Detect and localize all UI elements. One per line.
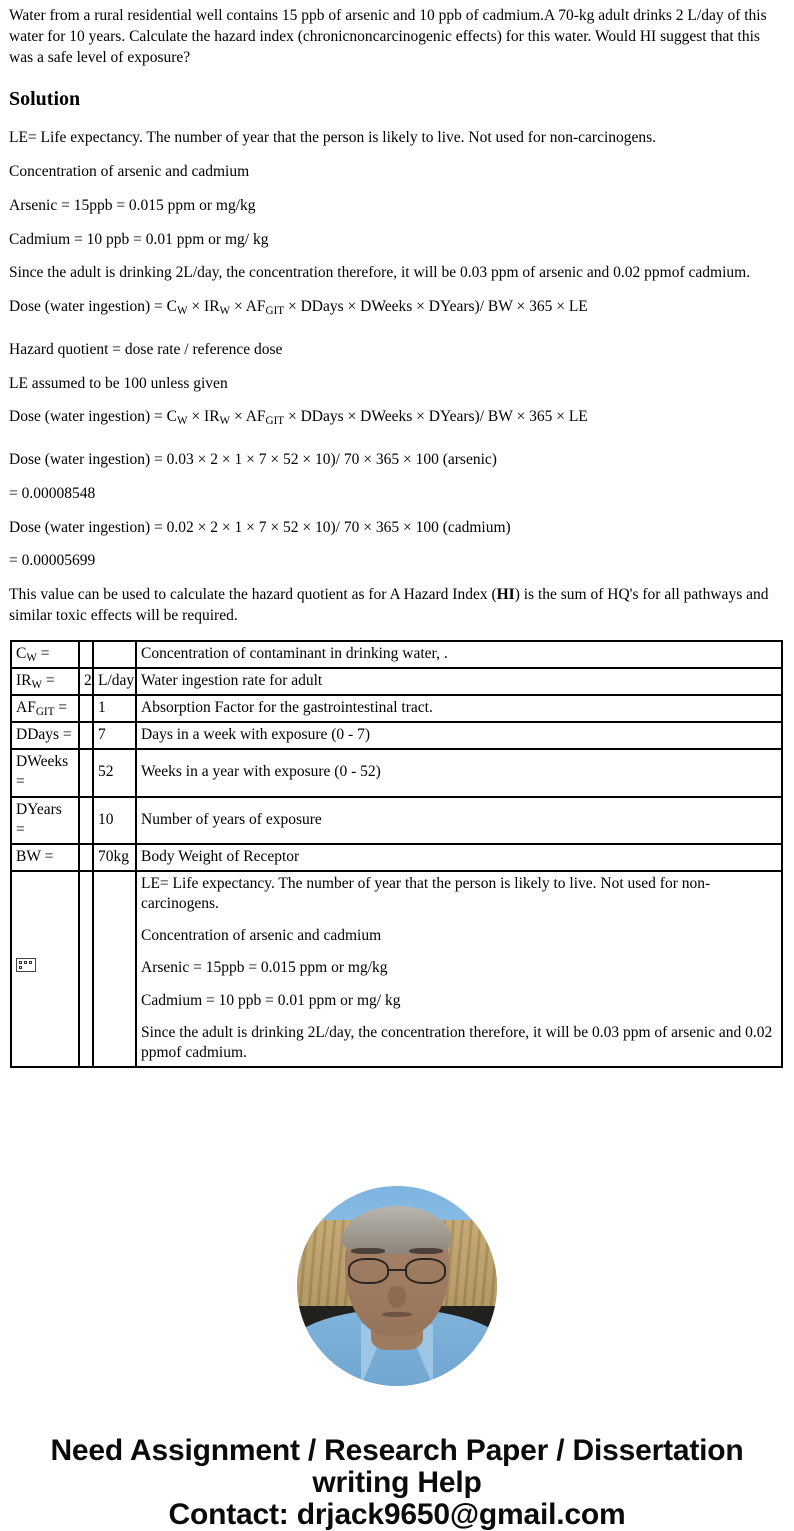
avatar-lens-left <box>348 1258 389 1284</box>
concentration-heading-paragraph: Concentration of arsenic and cadmium <box>9 163 250 181</box>
formula-suffix: × DDays × DWeeks × DYears)/ BW × 365 × LE <box>284 298 588 316</box>
le-assumed-paragraph: LE assumed to be 100 unless given <box>9 374 228 392</box>
table-row <box>11 641 782 668</box>
dose-cadmium-paragraph: Dose (water ingestion) = 0.02 × 2 × 1 × 7 × 52 × 10)/ 70 × 365 × 100 (cadmium) <box>9 518 511 536</box>
cell-description: Weeks in a year with exposure (0 - 52) <box>136 749 782 796</box>
cell-value-narrow <box>79 641 93 668</box>
cell-unit <box>93 641 136 668</box>
table-row <box>11 797 782 844</box>
avatar <box>297 1186 497 1386</box>
table-row <box>11 749 782 796</box>
formula2-mid-2: × AF <box>230 408 266 426</box>
cell-unit: 70kg <box>93 844 136 871</box>
symbol-subscript: W <box>26 651 37 664</box>
avatar-eyebrow-left <box>351 1248 385 1254</box>
arsenic-paragraph: Arsenic = 15ppb = 0.015 ppm or mg/kg <box>9 196 256 214</box>
cell-unit: 52 <box>93 749 136 796</box>
hi-note-after: ) is the sum of HQ's for all pathways and similar toxic effects will be required. <box>9 586 769 625</box>
cell-value-narrow <box>79 722 93 749</box>
dose-formula-1 <box>9 297 785 318</box>
formula2-sub-w1: W <box>177 415 188 428</box>
since-adult-paragraph: Since the adult is drinking 2L/day, the concentration therefore, it will be 0.03 ppm of arsenic and 0.02 ppmof cadmium. <box>9 264 751 282</box>
formula-prefix: Dose (water ingestion) = C <box>9 298 178 316</box>
note-paragraph: Since the adult is drinking 2L/day, the concentration therefore, it will be 0.03 ppm of arsenic and 0.02 ppmof cadmium. <box>141 1023 773 1061</box>
cell-value-narrow <box>79 695 93 722</box>
cell-symbol <box>11 695 79 722</box>
avatar-mouth <box>382 1312 412 1317</box>
note-paragraph: Arsenic = 15ppb = 0.015 ppm or mg/kg <box>141 959 388 977</box>
broken-image-icon <box>16 958 36 972</box>
cell-symbol <box>11 668 79 695</box>
cell-value-narrow <box>79 871 93 1067</box>
formula2-suffix: × DDays × DWeeks × DYears)/ BW × 365 × LE <box>284 408 588 426</box>
cell-symbol: DWeeks = <box>11 749 79 796</box>
formula-mid-1: × IR <box>187 298 220 316</box>
formula2-prefix: Dose (water ingestion) = C <box>9 408 178 426</box>
table-row <box>11 844 782 871</box>
formula2-sub-w2: W <box>219 415 231 428</box>
note-paragraph: Cadmium = 10 ppb = 0.01 ppm or mg/ kg <box>141 991 401 1009</box>
cell-broken-image <box>11 871 79 1067</box>
cta-line-1: Need Assignment / Research Paper / Dissertation <box>50 1434 744 1468</box>
cell-unit: 7 <box>93 722 136 749</box>
symbol-suffix: = <box>36 644 50 662</box>
footer-block <box>9 1186 785 1530</box>
symbol-base: AF <box>16 699 36 717</box>
table-row-notes <box>11 871 782 1067</box>
cell-description: Water ingestion rate for adult <box>136 668 782 695</box>
avatar-eyebrow-right <box>409 1248 443 1254</box>
cta-block <box>9 1436 785 1530</box>
symbol-suffix: = <box>54 699 68 717</box>
avatar-nose <box>388 1286 406 1308</box>
le-definition-paragraph: LE= Life expectancy. The number of year that the person is likely to live. Not used for non-carcinogens. <box>9 129 657 147</box>
cell-description: Absorption Factor for the gastrointestinal tract. <box>136 695 782 722</box>
formula2-mid-1: × IR <box>187 408 220 426</box>
cell-symbol: DDays = <box>11 722 79 749</box>
cell-description: Number of years of exposure <box>136 797 782 844</box>
formula-sub-w2: W <box>219 305 231 318</box>
symbol-base: IR <box>16 671 32 689</box>
cell-unit: 10 <box>93 797 136 844</box>
broken-image-square-3 <box>29 961 32 964</box>
broken-image-square-4 <box>19 966 22 969</box>
cell-value-narrow <box>79 749 93 796</box>
hi-note-before: This value can be used to calculate the hazard quotient as for A Hazard Index ( <box>9 586 497 604</box>
avatar-glasses <box>348 1258 446 1284</box>
broken-image-square-2 <box>24 961 27 964</box>
avatar-lens-right <box>405 1258 446 1284</box>
note-paragraph: Concentration of arsenic and cadmium <box>141 927 382 945</box>
symbol-base: C <box>16 644 27 662</box>
cell-unit: 1 <box>93 695 136 722</box>
note-paragraph: LE= Life expectancy. The number of year that the person is likely to live. Not used for non-carcinogens. <box>141 875 711 913</box>
avatar-glasses-bridge <box>389 1269 405 1272</box>
cadmium-paragraph: Cadmium = 10 ppb = 0.01 ppm or mg/ kg <box>9 230 269 248</box>
broken-image-square-1 <box>19 961 22 964</box>
formula-mid-2: × AF <box>230 298 266 316</box>
cell-symbol <box>11 641 79 668</box>
formula-sub-git1: GIT <box>265 305 285 318</box>
cell-symbol: DYears = <box>11 797 79 844</box>
cell-description: Body Weight of Receptor <box>136 844 782 871</box>
cell-description: Concentration of contaminant in drinking water, . <box>136 641 782 668</box>
hi-abbreviation: HI <box>496 586 515 604</box>
spacer <box>9 331 785 340</box>
spacer-2 <box>9 441 785 450</box>
formula-sub-w1: W <box>177 305 188 318</box>
formula2-sub-git1: GIT <box>265 415 285 428</box>
cell-notes <box>136 871 782 1067</box>
symbol-subscript: GIT <box>35 705 55 718</box>
cell-unit: L/day <box>93 668 136 695</box>
table-row <box>11 668 782 695</box>
cta-line-2: writing Help <box>312 1466 482 1500</box>
cell-value-narrow <box>79 844 93 871</box>
cell-symbol: BW = <box>11 844 79 871</box>
cell-description: Days in a week with exposure (0 - 7) <box>136 722 782 749</box>
variables-table <box>10 640 783 1068</box>
dose-formula-2 <box>9 407 785 428</box>
variables-table-body <box>11 641 782 1067</box>
hazard-index-note <box>9 585 785 627</box>
cell-unit <box>93 871 136 1067</box>
result-cadmium-paragraph: = 0.00005699 <box>9 552 96 570</box>
table-row <box>11 695 782 722</box>
dose-arsenic-paragraph: Dose (water ingestion) = 0.03 × 2 × 1 × 7 × 52 × 10)/ 70 × 365 × 100 (arsenic) <box>9 451 497 469</box>
hazard-quotient-paragraph: Hazard quotient = dose rate / reference dose <box>9 340 283 358</box>
table-row <box>11 722 782 749</box>
symbol-suffix: = <box>42 671 55 689</box>
symbol-subscript: W <box>31 678 43 691</box>
cta-line-3: Contact: drjack9650@gmail.com <box>168 1498 626 1531</box>
result-arsenic-paragraph: = 0.00008548 <box>9 484 96 502</box>
cell-value-narrow <box>79 797 93 844</box>
question-paragraph: Water from a rural residential well contains 15 ppb of arsenic and 10 ppb of cadmium.A 70-kg adult drinks 2 L/day of this water for 10 years. Calculate the hazard index (chronicnoncarcinogenic effects) for this water. Would HI suggest that this was a safe level of exposure? <box>9 7 767 66</box>
cell-value-narrow: 2 <box>79 668 93 695</box>
page-title: Solution <box>9 88 81 111</box>
